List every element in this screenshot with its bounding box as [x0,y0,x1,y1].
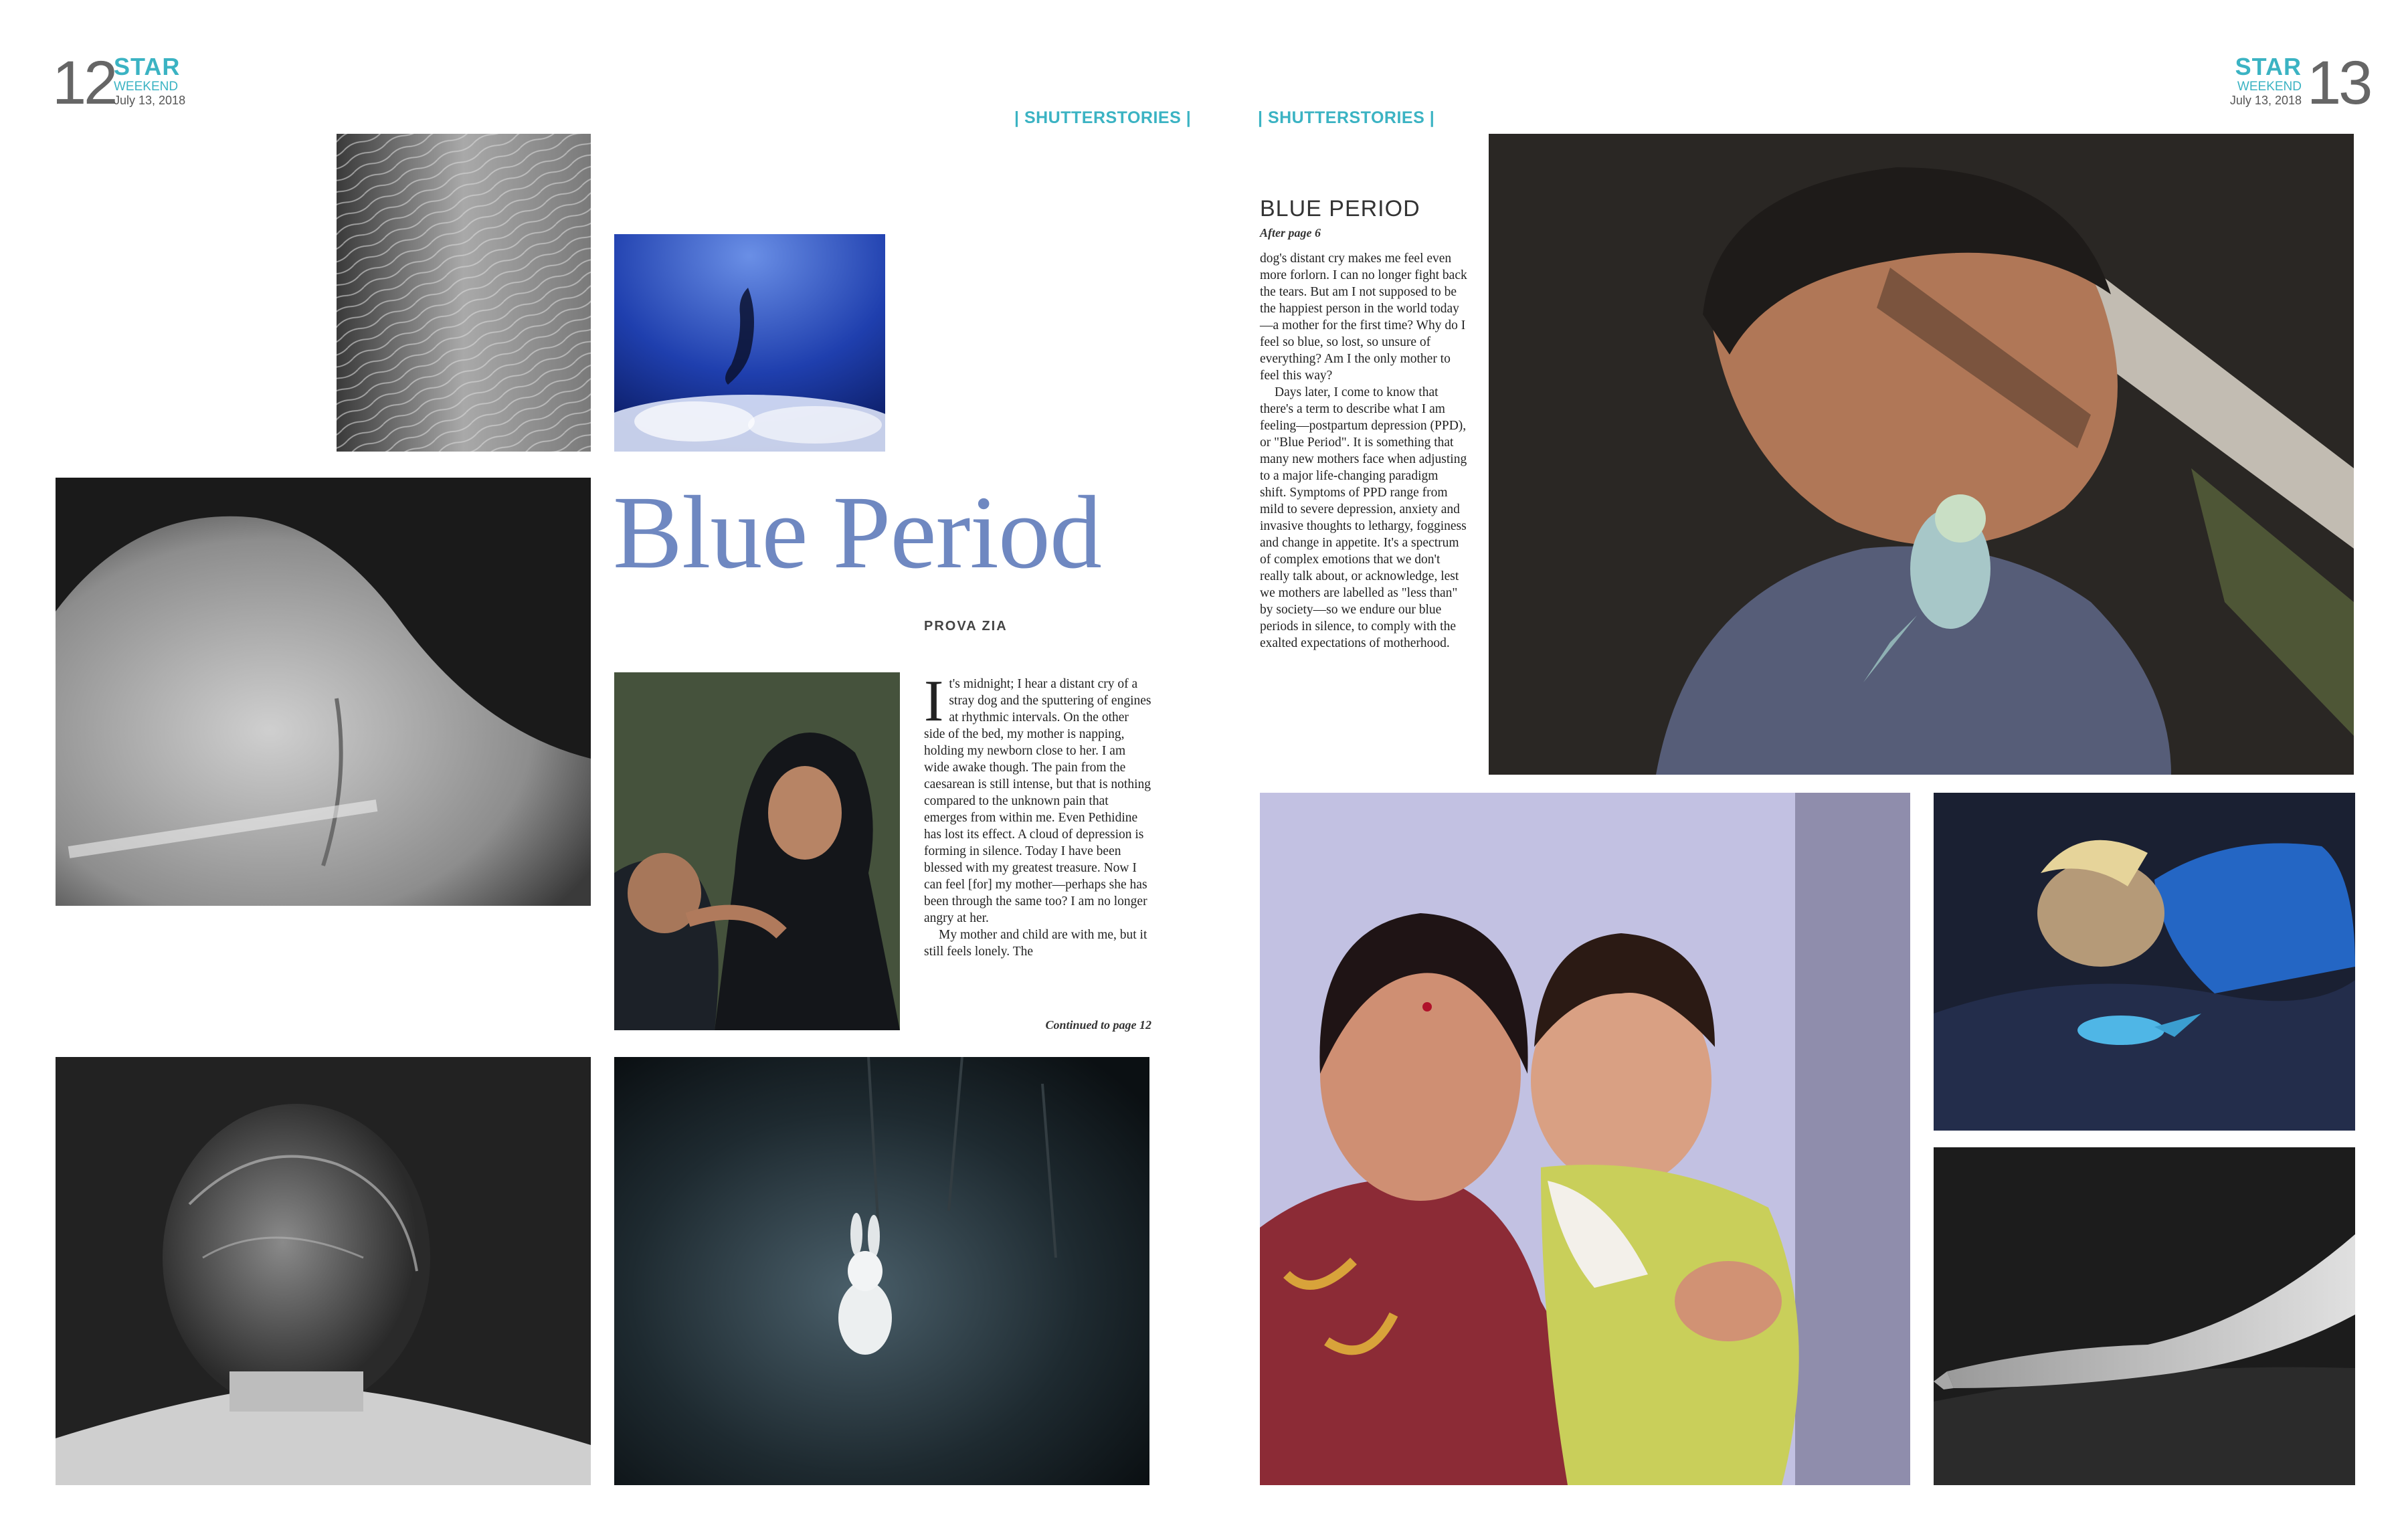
masthead-date: July 13, 2018 [2229,94,2302,107]
right-section-tag: | SHUTTERSTORIES | [1258,108,1435,127]
masthead-star: STAR [2235,53,2302,80]
right-page-number: 13 [2307,49,2371,117]
boy-with-budgerigar-photo [1489,134,2354,775]
left-masthead [114,55,185,106]
article-title: Blue Period [613,474,1101,590]
white-rabbit-night-photo [614,1057,1149,1485]
right-masthead [2215,55,2302,106]
continuation-paragraph-1: dog's distant cry makes me feel even more forlorn. I can no longer fight back the tears. But am I not supposed to be the happiest person in the world today—a mother for the first time? Why do I feel so blue, so lost, so unsure of everything? Am I the only mother to feel this way? [1260,252,1467,383]
sleeping-boy-blue-bird-photo [1934,793,2355,1131]
outstretched-arm-photo [1934,1147,2355,1485]
mother-holding-baby-photo [1260,793,1910,1485]
intro-paragraph-2: My mother and child are with me, but it still feels lonely. The [924,928,1147,959]
masthead-date: July 13, 2018 [114,94,186,107]
left-page-number: 12 [52,49,116,117]
stretch-marks-skin-photo [337,134,591,452]
intro-column [924,669,1151,960]
dropcap: I [924,669,944,734]
masthead-star: STAR [114,53,181,80]
masthead-weekend: WEEKEND [2237,80,2302,94]
continuation-column [1260,250,1467,652]
left-section-tag: | SHUTTERSTORIES | [1014,108,1192,127]
caesarean-scar-back-photo [56,478,591,906]
continuation-heading: BLUE PERIOD [1260,196,1420,221]
continuation-paragraph-2: Days later, I come to know that there's a term to describe what I am feeling—postpartum depression (PPD), or "Blue Period". It is something that many new mothers face when adjusting to a major life-changing paradigm shift. Symptoms of PPD range from mild to severe depression, anxiety and invasive thoughts to lethargy, fogginess and change in appetite. It's a spectrum of complex emotions that we don't really talk about, or acknowledge, lest we mothers are labelled as "less than" by society—so we endure our blue periods in silence, to comply with the exalted expectations of motherhood. [1260,385,1467,650]
after-page-note: After page 6 [1260,226,1321,239]
byline: PROVA ZIA [924,619,1008,634]
mother-hugging-child-photo [614,672,900,1030]
underwater-figure-photo [614,234,885,452]
continued-note: Continued to page 12 [1045,1018,1151,1032]
intro-paragraph-1: t's midnight; I hear a distant cry of a stray dog and the sputtering of engines at rhythmic intervals. On the other side of the bed, my mother is napping, holding my newborn close to her. I am wide awake though. The pain from the caesarean is still intense, but that is nothing compared to the unknown pain that emerges from within me. Even Pethidine has lost its effect. A cloud of depression is forming in silence. Today I have been blessed with my greatest treasure. Now I can feel [for] my mother—perhaps she has been through the same too? I am no longer angry at her. [924,677,1151,925]
woman-hair-back-photo [56,1057,591,1485]
masthead-weekend: WEEKEND [114,80,179,94]
